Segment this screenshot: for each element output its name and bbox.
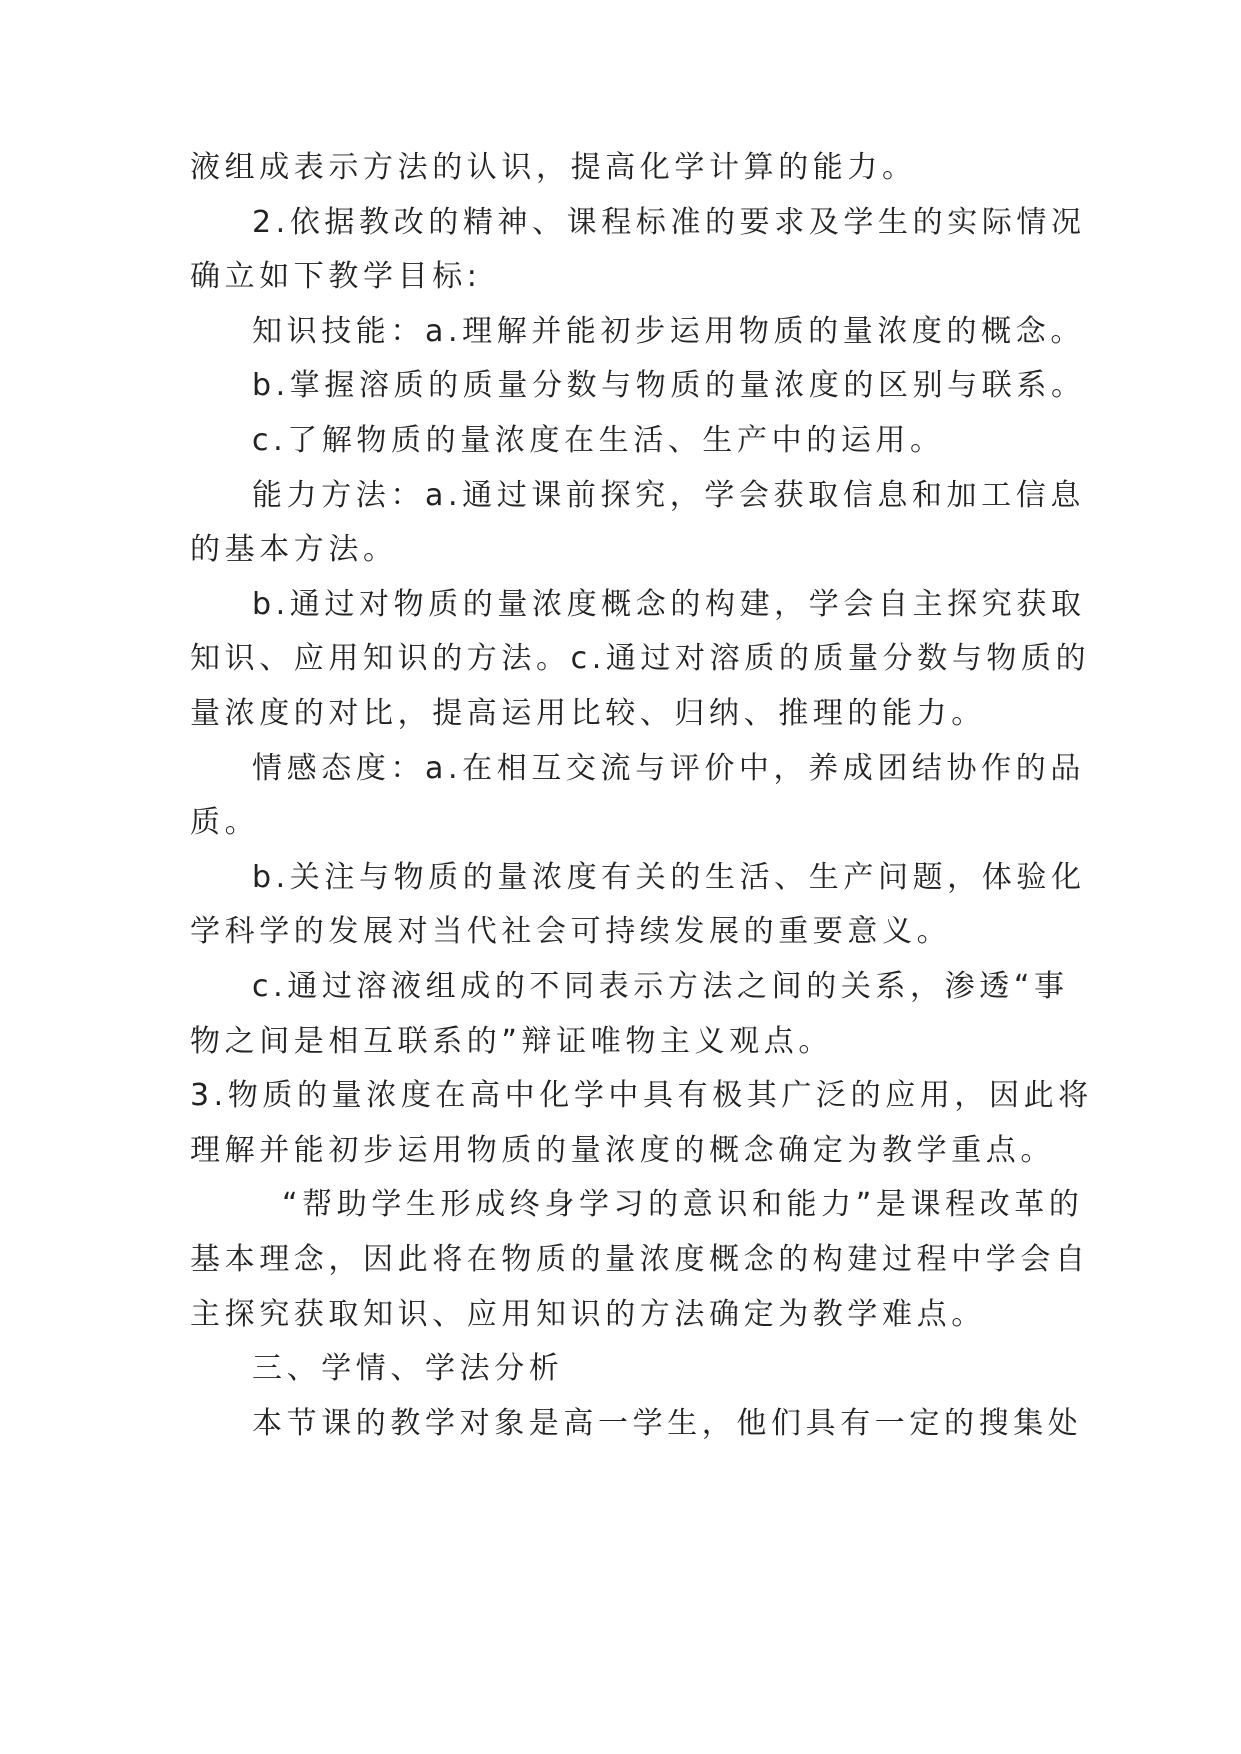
text-line: 量浓度的对比，提高运用比较、归纳、推理的能力。 (190, 696, 986, 731)
text-line: b.关注与物质的量浓度有关的生活、生产问题，体验化 (252, 860, 1086, 895)
text-line: 理解并能初步运用物质的量浓度的概念确定为教学重点。 (190, 1133, 1055, 1168)
text-line: 的基本方法。 (190, 532, 398, 567)
text-line: “帮助学生形成终身学习的意识和能力”是课程改革的 (282, 1187, 1084, 1222)
text-line: 质。 (190, 805, 260, 840)
text-line: 主探究获取知识、应用知识的方法确定为教学难点。 (190, 1297, 986, 1332)
text-line: 基本理念，因此将在物质的量浓度概念的构建过程中学会自 (190, 1242, 1090, 1277)
text-line: b.掌握溶质的质量分数与物质的量浓度的区别与联系。 (252, 368, 1086, 403)
text-line: b.通过对物质的量浓度概念的构建，学会自主探究获取 (252, 587, 1086, 622)
text-line: 情感态度：a.在相互交流与评价中，养成团结协作的品 (252, 751, 1085, 786)
text-line: 能力方法：a.通过课前探究，学会获取信息和加工信息 (252, 478, 1085, 513)
text-line: 确立如下教学目标: (190, 259, 482, 294)
text-line: 知识、应用知识的方法。c.通过对溶质的质量分数与物质的 (190, 641, 1091, 676)
text-line: 学科学的发展对当代社会可持续发展的重要意义。 (190, 914, 952, 949)
text-line: 物之间是相互联系的”辩证唯物主义观点。 (190, 1024, 833, 1059)
text-line: c.了解物质的量浓度在生活、生产中的运用。 (252, 423, 945, 458)
text-line: 液组成表示方法的认识，提高化学计算的能力。 (190, 150, 917, 185)
text-line: 本节课的教学对象是高一学生，他们具有一定的搜集处 (252, 1406, 1083, 1441)
section-heading: 三、学情、学法分析 (252, 1351, 564, 1386)
text-line: 2.依据教改的精神、课程标准的要求及学生的实际情况 (252, 205, 1086, 240)
text-line: 知识技能：a.理解并能初步运用物质的量浓度的概念。 (252, 314, 1085, 349)
text-line: c.通过溶液组成的不同表示方法之间的关系，渗透“事 (252, 969, 1069, 1004)
text-line: 3.物质的量浓度在高中化学中具有极其广泛的应用，因此将 (190, 1078, 1093, 1113)
